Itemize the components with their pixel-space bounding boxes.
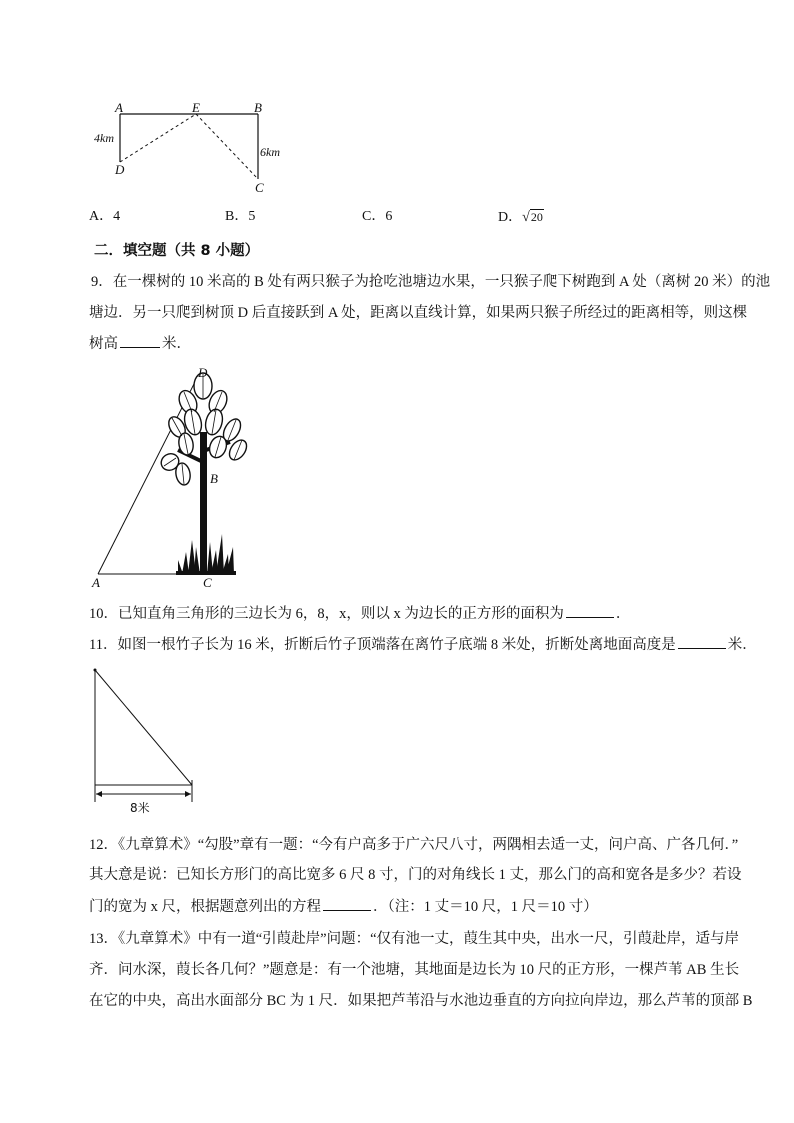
label-b: B: [254, 100, 262, 115]
label-4km: 4km: [94, 131, 114, 145]
figure-q9-tree: [90, 362, 250, 592]
q9-text-pre: 树高: [89, 336, 118, 352]
dim-arrow-right: [185, 791, 191, 797]
option-b: [225, 208, 255, 226]
sqrt-symbol: √20: [522, 210, 543, 225]
option-b-letter: B．: [225, 209, 249, 224]
option-c-value: 6: [385, 209, 393, 224]
tree-label-d: D: [198, 365, 208, 380]
tree-trunk: [200, 432, 207, 574]
q11-text-post: 米．: [727, 637, 757, 653]
q12-answer-blank[interactable]: [323, 896, 371, 911]
q11-line: [89, 634, 757, 655]
q9-line3: [89, 333, 191, 354]
tree-label-b: B: [210, 471, 218, 486]
tree-svg: [90, 362, 250, 592]
option-b-value: 5: [248, 209, 256, 224]
label-d: D: [115, 162, 125, 177]
q9-answer-blank[interactable]: [120, 333, 160, 348]
figure-q11-bamboo: [86, 662, 206, 812]
q12-line1: 12．《九章算术》“勾股”章有一题：“今有户高多于广六尺八寸，两隅相去适一丈，问户高、广各几何．”: [89, 837, 739, 853]
q12-text-pre: 门的宽为 x 尺，根据题意列出的方程: [89, 899, 321, 915]
q13-line3: 在它的中央，高出水面部分 BC 为 1 尺．如果把芦苇沿与水池边垂直的方向拉向岸边，那么芦苇的顶部 B: [89, 993, 753, 1009]
q9-line2: 塘边．另一只爬到树顶 D 后直接跃到 A 处，距离以直线计算，如果两只猴子所经过的距离相等，则这棵: [89, 305, 748, 321]
tree-label-c: C: [203, 575, 212, 590]
break-point: [94, 669, 97, 672]
bamboo-svg: [86, 662, 206, 812]
label-a: A: [115, 100, 123, 115]
label-e: E: [192, 100, 200, 115]
q13-line1: 13．《九章算术》中有一道“引葭赴岸”问题：“仅有池一丈，葭生其中央，出水一尺，引葭赴岸，适与岸: [89, 931, 740, 947]
option-a-value: 4: [113, 209, 121, 224]
option-c-letter: C．: [362, 209, 386, 224]
option-a: [89, 208, 120, 226]
q10-answer-blank[interactable]: [566, 603, 614, 618]
label-c: C: [255, 180, 264, 195]
section-title: 二．填空题（共 8 小题）: [94, 243, 260, 259]
q12-text-post: ．（注：1 丈＝10 尺，1 尺＝10 寸）: [373, 899, 598, 915]
option-d: [498, 208, 544, 227]
option-d-value: 20: [530, 210, 543, 224]
q12-line3: [89, 896, 598, 917]
q11-text-pre: 11．如图一根竹子长为 16 米，折断后竹子顶端落在离竹子底端 8 米处，折断处离地面高度是: [89, 637, 676, 653]
q9-line1: 9．在一棵树的 10 米高的 B 处有两只猴子为抢吃池塘边水果，一只猴子爬下树跑到 A 处（离树 20 米）的池: [91, 274, 771, 290]
q12-line2: 其大意是说：已知长方形门的高比宽多 6 尺 8 寸，门的对角线长 1 丈，那么门的高和宽各是多少？若设: [89, 867, 742, 883]
q11-answer-blank[interactable]: [678, 634, 726, 649]
option-d-letter: D．: [498, 210, 523, 225]
segment-ec: [196, 114, 258, 179]
q10-text-post: ．: [615, 606, 631, 622]
label-6km: 6km: [260, 145, 280, 159]
dim-arrow-left: [96, 791, 102, 797]
q10-line: [89, 603, 630, 624]
bamboo-broken: [95, 670, 192, 785]
q9-text-post: 米．: [162, 336, 191, 352]
bamboo-label-8m: 8米: [130, 801, 150, 815]
tree-label-a: A: [92, 575, 100, 590]
option-c: [362, 208, 392, 226]
option-a-letter: A．: [89, 209, 114, 224]
q13-line2: 齐．问水深，葭长各几何？”题意是：有一个池塘，其地面是边长为 10 尺的正方形，一棵芦苇 AB 生长: [89, 962, 740, 978]
segment-de: [120, 114, 196, 162]
q10-text-pre: 10．已知直角三角形的三边长为 6，8，x，则以 x 为边长的正方形的面积为: [89, 606, 564, 622]
